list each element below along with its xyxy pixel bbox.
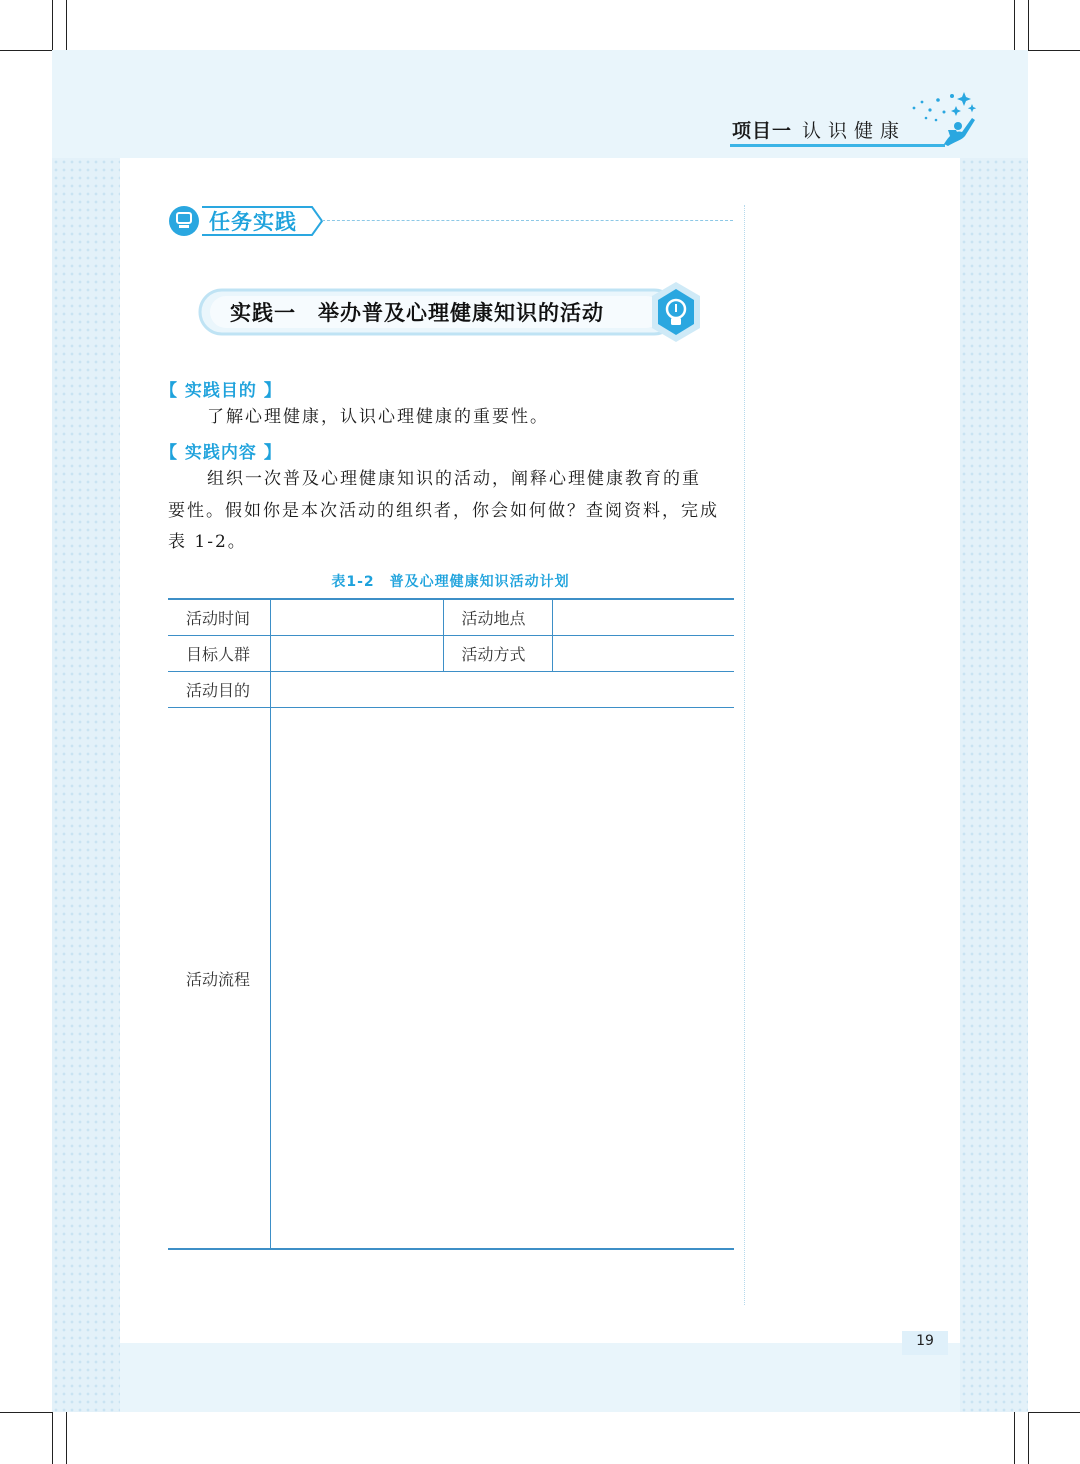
table-caption: 表1-2 普及心理健康知识活动计划 — [331, 574, 570, 590]
purpose-text: 了解心理健康，认识心理健康的重要性。 — [207, 407, 549, 427]
time-input-cell[interactable] — [270, 599, 443, 636]
table-row — [168, 708, 734, 1250]
lightbulb-icon — [648, 280, 704, 344]
place-input-cell[interactable] — [552, 599, 734, 636]
content-heading: 【 实践内容 】 — [160, 443, 282, 463]
table-row — [168, 672, 734, 708]
running-header — [732, 116, 906, 143]
task-section-title: 任务实践 — [209, 210, 297, 234]
table-row — [168, 636, 734, 672]
crop-mark — [1014, 1412, 1015, 1464]
crop-mark — [0, 50, 52, 51]
table-label-cell: 目标人群 — [168, 636, 270, 672]
right-pattern-band — [960, 158, 1028, 1412]
crop-mark — [52, 1412, 53, 1464]
crop-mark — [1028, 1412, 1080, 1413]
audience-input-cell[interactable] — [270, 636, 443, 672]
content-line: 组织一次普及心理健康知识的活动，阐释心理健康教育的重 — [207, 469, 701, 489]
process-input-cell[interactable] — [270, 708, 734, 1250]
purpose-input-cell[interactable] — [270, 672, 734, 708]
table-label-cell: 活动目的 — [168, 672, 270, 708]
table-row — [168, 599, 734, 636]
activity-plan-table — [168, 598, 734, 1250]
table-label-cell: 活动地点 — [443, 599, 552, 636]
crop-mark — [52, 0, 53, 50]
table-label-cell: 活动流程 — [168, 708, 270, 1250]
margin-guide — [744, 205, 745, 1305]
stars-person-icon — [908, 90, 980, 148]
content-line: 要性。假如你是本次活动的组织者，你会如何做？查阅资料，完成 — [168, 501, 719, 521]
header-subject: 认识健康 — [802, 120, 907, 142]
left-pattern-band — [52, 158, 120, 1412]
method-input-cell[interactable] — [552, 636, 734, 672]
practice-title: 实践一 举办普及心理健康知识的活动 — [230, 300, 604, 325]
content-line: 表 1-2。 — [168, 532, 247, 552]
crop-mark — [1028, 1412, 1029, 1464]
task-divider — [322, 220, 733, 221]
crop-mark — [1028, 0, 1029, 50]
crop-mark — [0, 1412, 52, 1413]
crop-mark — [1014, 0, 1015, 50]
header-project: 项目一 — [732, 120, 793, 142]
purpose-heading: 【 实践目的 】 — [160, 381, 282, 401]
crop-mark — [66, 1412, 67, 1464]
crop-mark — [1028, 50, 1080, 51]
table-label-cell: 活动方式 — [443, 636, 552, 672]
crop-mark — [66, 0, 67, 50]
table-label-cell: 活动时间 — [168, 599, 270, 636]
page-number: 19 — [916, 1333, 934, 1349]
